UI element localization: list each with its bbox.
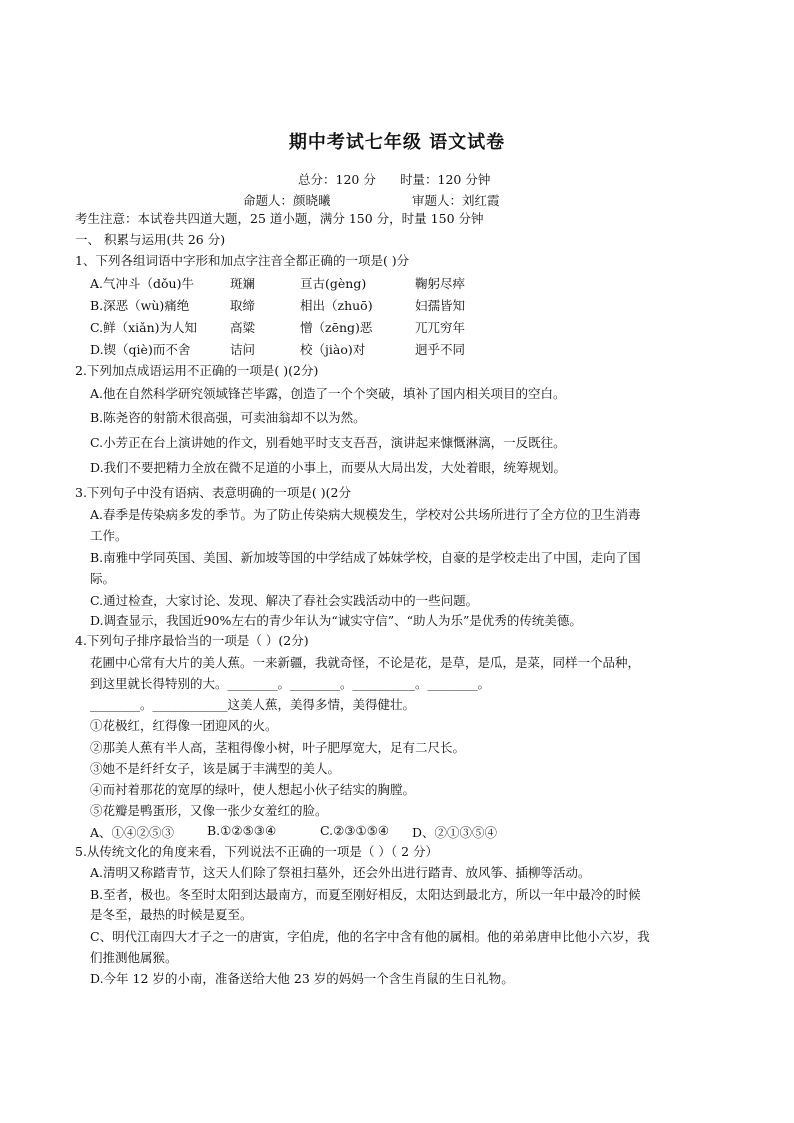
q4-choice-d: D、②①③⑤④ [412,825,498,840]
q5-option-b-line1: B.至者，极也。冬至时太阳到达最南方，而夏至刚好相反，太阳达到最北方，所以一年中最冷的时候 [90,887,641,902]
section-heading: 一、 积累与运用(共 26 分) [75,232,226,247]
q4-item-3: ③她不是纤纤女子，该是属于丰满型的美人。 [90,761,341,776]
q5-option-b-line2: 是冬至，最热的时候是夏至。 [90,907,253,922]
q4-choice-b: B.①②⑤③④ [207,823,277,838]
q3-option-a-line1: A.春季是传染病多发的季节。为了防止传染病大规模发生，学校对公共场所进行了全方位的卫生消毒 [90,507,641,522]
q1-d-1: D.锲（qiè)而不舍 [90,342,191,357]
q4-choice-a: A、①④②⑤③ [90,825,175,840]
q3-option-d: D.调查显示，我国近90%左右的青少年认为“诚实守信”、“助人为乐”是优秀的传统美德。 [90,613,582,628]
q2-option-a: A.他在自然科学研究领域锋芒毕露，创造了一个个突破，填补了国内相关项目的空白。 [90,386,566,401]
q1-b-2: 取缔 [230,298,256,313]
q1-c-3: 憎（zēng)恶 [300,320,373,335]
q1-b-4: 妇孺皆知 [415,298,466,313]
q3-option-a-line2: 工作。 [90,528,128,543]
question-2-stem: 2.下列加点成语运用不正确的一项是( )(2分) [75,363,319,378]
q4-passage-line2: 到这里就长得特别的大。________。________。__________。________。 [90,676,491,691]
question-3-stem: 3.下列句子中没有语病、表意明确的一项是( )(2分 [75,485,351,500]
q1-d-2: 诘问 [230,342,256,357]
q1-b-1: B.深恶（wù)痛绝 [90,298,190,313]
q2-option-b: B.陈尧咨的射箭术很高强，可卖油翁却不以为然。 [90,410,366,425]
question-5-stem: 5.从传统文化的角度来看，下列说法不正确的一项是（ ）（ 2 分） [75,844,439,859]
q1-c-2: 高粱 [230,320,256,335]
q4-item-4: ④而衬着那花的宽厚的绿叶，使人想起小伙子结实的胸膛。 [90,782,416,797]
q1-a-1: A.气冲斗（dǒu)牛 [90,276,194,291]
q1-c-1: C.鲜（xiǎn)为人知 [90,320,198,335]
q5-option-d: D.今年 12 岁的小南，准备送给大他 23 岁的妈妈一个含生肖鼠的生日礼物。 [90,971,514,986]
q1-d-4: 迥乎不同 [415,342,466,357]
question-4-stem: 4.下列句子排序最恰当的一项是（ ）(2分) [75,633,309,648]
q1-b-3: 相出（zhuō) [300,298,373,313]
exam-notice: 考生注意：本试卷共四道大题，25 道小题，满分 150 分，时量 150 分钟 [75,211,484,226]
reviewer: 审题人：刘红霞 [412,193,500,208]
time-limit: 时量：120 分钟 [400,172,491,187]
q4-passage-line3: ________。____________这美人蕉，美得多情，美得健壮。 [90,697,416,712]
q4-item-5: ⑤花瓣是鸭蛋形，又像一张少女羞红的脸。 [90,803,328,818]
q4-choice-c: C.②③①⑤④ [320,823,390,838]
q1-d-3: 校（jiào)对 [300,342,366,357]
q1-c-4: 兀兀穷年 [415,320,466,335]
q2-option-d: D.我们不要把精力全放在微不足道的小事上，而要从大局出发，大处着眼，统筹规划。 [90,460,567,475]
q1-a-4: 鞠躬尽瘁 [415,276,466,291]
question-1-stem: 1、下列各组词语中字形和加点字注音全都正确的一项是( )分 [75,253,410,268]
q3-option-b-line1: B.南雅中学同英国、美国、新加坡等国的中学结成了姊妹学校，自豪的是学校走出了中国，走向了国 [90,550,641,565]
exam-title: 期中考试七年级 语文试卷 [288,132,506,153]
q5-option-c-line2: 们推测他属猴。 [90,950,178,965]
total-score: 总分：120 分 [298,172,376,187]
q5-option-c-line1: C、明代江南四大才子之一的唐寅，字伯虎，他的名字中含有他的属相。他的弟弟唐申比他小六岁，我 [90,929,650,944]
q3-option-c: C.通过检查，大家讨论、发现、解决了春社会实践活动中的一些问题。 [90,593,479,608]
q1-a-2: 斑斓 [230,276,256,291]
q4-item-1: ①花极红，红得像一团迎风的火。 [90,718,278,733]
q3-option-b-line2: 际。 [90,571,116,586]
q1-a-3: 亘古(gèng) [300,276,367,291]
q4-passage-line1: 花圃中心常有大片的美人蕉。一来新疆，我就奇怪，不论是花，是草，是瓜，是菜，同样一个品种， [90,655,641,670]
q2-option-c: C.小芳正在台上演讲她的作文，别看她平时支支吾吾，演讲起来慷慨淋漓，一反既往。 [90,435,566,450]
q5-option-a: A.清明又称踏青节，这天人们除了祭祖扫墓外，还会外出进行踏青、放风筝、插柳等活动。 [90,865,591,880]
author: 命题人：颜晓曦 [243,193,331,208]
q4-item-2: ②那美人蕉有半人高，茎粗得像小树，叶子肥厚宽大，足有二尺长。 [90,740,466,755]
